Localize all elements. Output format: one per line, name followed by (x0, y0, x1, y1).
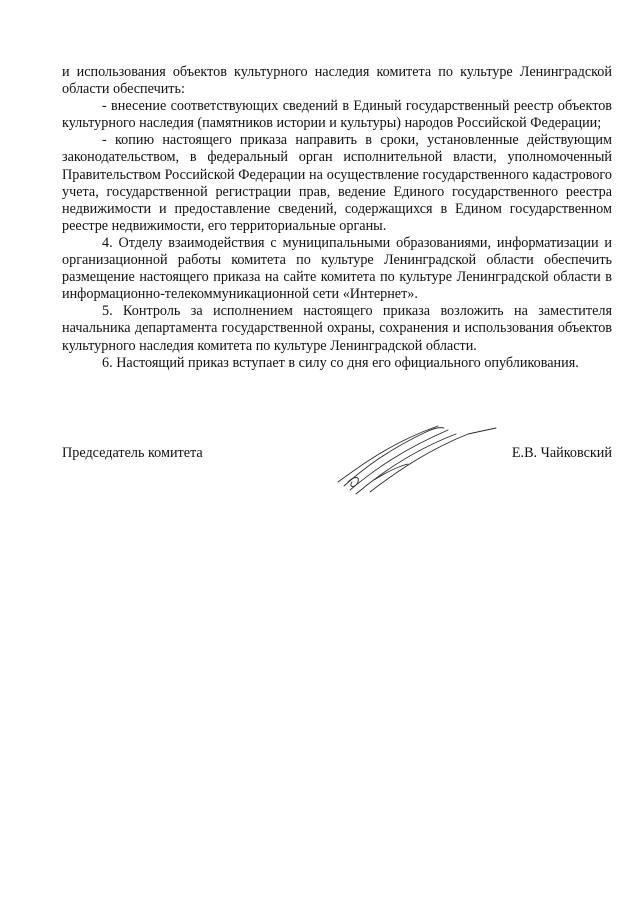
paragraph-registry-entry: - внесение соответствующих сведений в Единый государственный реестр объектов культурного наследия (памятников истории и культуры) народов Российской Федерации; (62, 98, 612, 132)
paragraph-item-4: 4. Отделу взаимодействия с муниципальными образованиями, информатизации и организационной работы комитета по культуре Ленинградской области обеспечить размещение настоящего приказа на сайте комитета по культуре Ленинградской области в информационно-телекоммуникационной сети «Интернет». (62, 234, 612, 303)
document-body (62, 64, 612, 372)
signatory-name: Е.В. Чайковский (511, 445, 612, 461)
signature-row (62, 445, 612, 475)
signatory-title: Председатель комитета (62, 445, 203, 461)
paragraph-item-5: 5. Контроль за исполнением настоящего приказа возложить на заместителя начальника департамента государственной охраны, сохранения и использования объектов культурного наследия комитета по культуре Ленинградской области. (62, 303, 612, 354)
paragraph-item-6: 6. Настоящий приказ вступает в силу со дня его официального опубликования. (102, 354, 579, 371)
paragraph-copy-distribution: - копию настоящего приказа направить в сроки, установленные действующим законодательством, в федеральный орган исполнительной власти, уполномоченный Правительством Российской Федерации на осуществление государственного кадастрового учета, государственной регистрации прав, ведение Единого государственного реестра недвижимости и предоставление сведений, содержащихся в Едином государственном реестре недвижимости, его территориальные органы. (62, 132, 612, 234)
paragraph-intro: и использования объектов культурного наследия комитета по культуре Ленинградской области обеспечить: (62, 64, 612, 98)
